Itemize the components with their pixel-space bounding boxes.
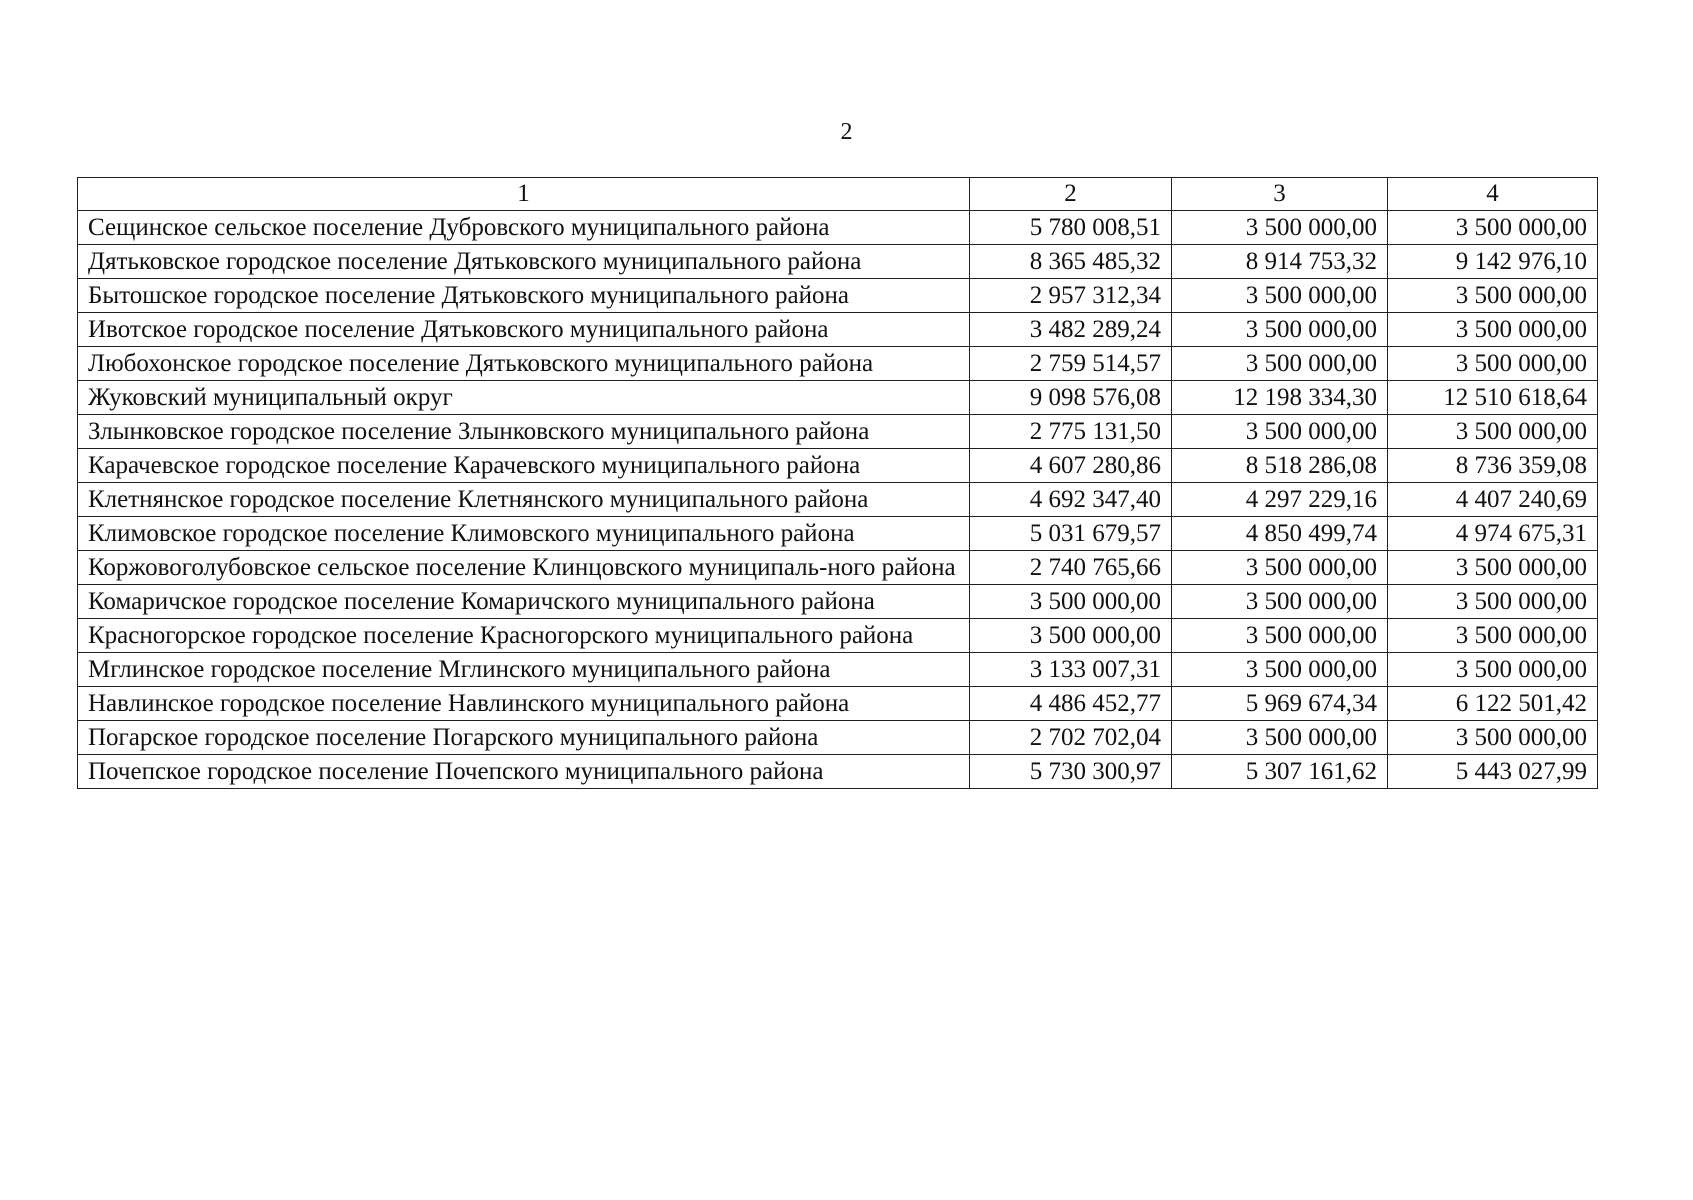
amount-cell-col3: 4 297 229,16 — [1172, 483, 1388, 517]
table-body — [78, 211, 1598, 789]
table-row — [78, 619, 1598, 653]
amount-cell-col4: 3 500 000,00 — [1388, 211, 1598, 245]
settlement-name-cell: Сещинское сельское поселение Дубровского муниципального района — [78, 211, 970, 245]
table-row — [78, 585, 1598, 619]
amount-cell-col3: 3 500 000,00 — [1172, 721, 1388, 755]
settlement-name-cell: Комаричское городское поселение Комаричского муниципального района — [78, 585, 970, 619]
amount-cell-col3: 3 500 000,00 — [1172, 347, 1388, 381]
amount-cell-col4: 8 736 359,08 — [1388, 449, 1598, 483]
amount-cell-col3: 3 500 000,00 — [1172, 653, 1388, 687]
amount-cell-col2: 3 133 007,31 — [970, 653, 1172, 687]
amount-cell-col2: 3 482 289,24 — [970, 313, 1172, 347]
settlement-name-cell: Злынковское городское поселение Злынковского муниципального района — [78, 415, 970, 449]
table-row — [78, 687, 1598, 721]
amount-cell-col2: 2 740 765,66 — [970, 551, 1172, 585]
amount-cell-col3: 3 500 000,00 — [1172, 551, 1388, 585]
amount-cell-col2: 3 500 000,00 — [970, 585, 1172, 619]
table-row — [78, 449, 1598, 483]
settlement-name-cell: Клетнянское городское поселение Клетнянского муниципального района — [78, 483, 970, 517]
column-header: 3 — [1172, 178, 1388, 211]
amount-cell-col4: 3 500 000,00 — [1388, 585, 1598, 619]
amount-cell-col4: 3 500 000,00 — [1388, 551, 1598, 585]
amount-cell-col4: 3 500 000,00 — [1388, 653, 1598, 687]
settlement-name-cell: Дятьковское городское поселение Дятьковского муниципального района — [78, 245, 970, 279]
amount-cell-col4: 5 443 027,99 — [1388, 755, 1598, 789]
amount-cell-col2: 3 500 000,00 — [970, 619, 1172, 653]
amount-cell-col4: 9 142 976,10 — [1388, 245, 1598, 279]
page-number: 2 — [840, 119, 853, 145]
table-row — [78, 483, 1598, 517]
amount-cell-col4: 3 500 000,00 — [1388, 313, 1598, 347]
amount-cell-col2: 5 730 300,97 — [970, 755, 1172, 789]
amount-cell-col3: 3 500 000,00 — [1172, 211, 1388, 245]
settlement-name-cell: Карачевское городское поселение Карачевского муниципального района — [78, 449, 970, 483]
settlement-name-cell: Красногорское городское поселение Красногорского муниципального района — [78, 619, 970, 653]
amount-cell-col3: 4 850 499,74 — [1172, 517, 1388, 551]
amount-cell-col2: 2 957 312,34 — [970, 279, 1172, 313]
table-row — [78, 313, 1598, 347]
header-row — [78, 178, 1598, 211]
amount-cell-col4: 3 500 000,00 — [1388, 619, 1598, 653]
settlement-name-cell: Бытошское городское поселение Дятьковского муниципального района — [78, 279, 970, 313]
amount-cell-col3: 8 914 753,32 — [1172, 245, 1388, 279]
amount-cell-col2: 5 031 679,57 — [970, 517, 1172, 551]
settlement-name-cell: Климовское городское поселение Климовского муниципального района — [78, 517, 970, 551]
amount-cell-col2: 2 759 514,57 — [970, 347, 1172, 381]
table-row — [78, 551, 1598, 585]
amount-cell-col2: 5 780 008,51 — [970, 211, 1172, 245]
column-header: 1 — [78, 178, 970, 211]
settlement-name-cell: Любохонское городское поселение Дятьковского муниципального района — [78, 347, 970, 381]
amount-cell-col3: 8 518 286,08 — [1172, 449, 1388, 483]
amount-cell-col4: 4 974 675,31 — [1388, 517, 1598, 551]
amount-cell-col4: 12 510 618,64 — [1388, 381, 1598, 415]
amount-cell-col2: 9 098 576,08 — [970, 381, 1172, 415]
amount-cell-col2: 8 365 485,32 — [970, 245, 1172, 279]
table-row — [78, 517, 1598, 551]
table-row — [78, 347, 1598, 381]
amount-cell-col3: 3 500 000,00 — [1172, 313, 1388, 347]
settlement-name-cell: Ивотское городское поселение Дятьковского муниципального района — [78, 313, 970, 347]
settlement-name-cell: Коржовоголубовское сельское поселение Клинцовского муниципаль-ного района — [78, 551, 970, 585]
column-header: 2 — [970, 178, 1172, 211]
amount-cell-col4: 3 500 000,00 — [1388, 279, 1598, 313]
amount-cell-col3: 3 500 000,00 — [1172, 585, 1388, 619]
amount-cell-col3: 5 307 161,62 — [1172, 755, 1388, 789]
amount-cell-col3: 3 500 000,00 — [1172, 415, 1388, 449]
table-row — [78, 755, 1598, 789]
amount-cell-col3: 3 500 000,00 — [1172, 619, 1388, 653]
amount-cell-col4: 3 500 000,00 — [1388, 721, 1598, 755]
amount-cell-col2: 4 486 452,77 — [970, 687, 1172, 721]
settlement-name-cell: Почепское городское поселение Почепского муниципального района — [78, 755, 970, 789]
amount-cell-col4: 3 500 000,00 — [1388, 347, 1598, 381]
amount-cell-col3: 3 500 000,00 — [1172, 279, 1388, 313]
amount-cell-col4: 6 122 501,42 — [1388, 687, 1598, 721]
amount-cell-col2: 4 692 347,40 — [970, 483, 1172, 517]
settlement-name-cell: Мглинское городское поселение Мглинского муниципального района — [78, 653, 970, 687]
amount-cell-col2: 2 702 702,04 — [970, 721, 1172, 755]
table-row — [78, 381, 1598, 415]
table-row — [78, 279, 1598, 313]
settlement-name-cell: Погарское городское поселение Погарского муниципального района — [78, 721, 970, 755]
amount-cell-col2: 4 607 280,86 — [970, 449, 1172, 483]
amount-cell-col2: 2 775 131,50 — [970, 415, 1172, 449]
table-row — [78, 653, 1598, 687]
table-row — [78, 415, 1598, 449]
amount-cell-col4: 3 500 000,00 — [1388, 415, 1598, 449]
amount-cell-col3: 5 969 674,34 — [1172, 687, 1388, 721]
settlement-name-cell: Навлинское городское поселение Навлинского муниципального района — [78, 687, 970, 721]
table-row — [78, 245, 1598, 279]
amount-cell-col3: 12 198 334,30 — [1172, 381, 1388, 415]
settlement-name-cell: Жуковский муниципальный округ — [78, 381, 970, 415]
column-header: 4 — [1388, 178, 1598, 211]
data-table — [77, 177, 1598, 789]
amount-cell-col4: 4 407 240,69 — [1388, 483, 1598, 517]
table-row — [78, 721, 1598, 755]
table-row — [78, 211, 1598, 245]
